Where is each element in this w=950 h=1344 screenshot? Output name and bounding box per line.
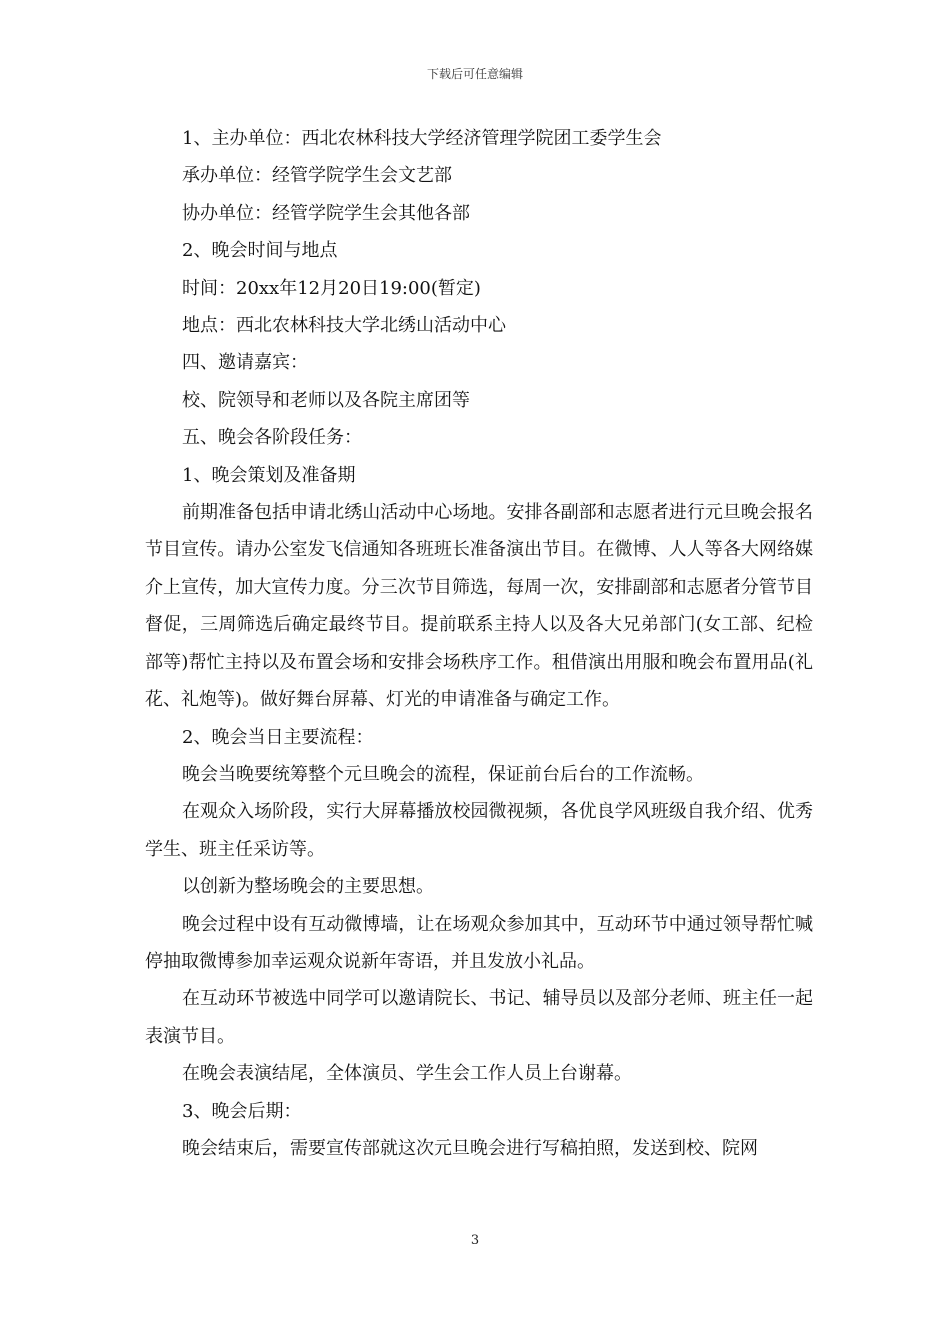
page-header: 下载后可任意编辑 <box>426 67 523 81</box>
tasks-heading: 五、晚会各阶段任务： <box>182 427 362 449</box>
day-paragraph: 在观众入场阶段，实行大屏幕播放校园微视频，各优良学风班级自我介绍、优秀学生、班主任采访等。 <box>145 801 813 860</box>
document-body <box>145 120 813 1167</box>
day-paragraph: 在互动环节被选中同学可以邀请院长、书记、辅导员以及部分老师、班主任一起表演节目。 <box>145 988 813 1047</box>
prep-paragraph: 前期准备包括申请北绣山活动中心场地。安排各副部和志愿者进行元旦晚会报名节目宣传。请办公室发飞信通知各班班长准备演出节目。在微博、人人等各大网络媒介上宣传，加大宣传力度。分三次节目筛选，每周一次，安排副部和志愿者分管节目督促，三周筛选后确定最终节目。提前联系主持人以及各大兄弟部门(女工部、纪检部等)帮忙主持以及布置会场和安排会场秩序工作。租借演出用服和晚会布置用品(礼花、礼炮等)。做好舞台屏幕、灯光的申请准备与确定工作。 <box>145 502 813 711</box>
place-line: 地点：西北农林科技大学北绣山活动中心 <box>182 315 506 337</box>
day-paragraph: 以创新为整场晚会的主要思想。 <box>182 876 434 898</box>
guests-heading: 四、邀请嘉宾： <box>182 352 308 374</box>
day-paragraph: 在晚会表演结尾，全体演员、学生会工作人员上台谢幕。 <box>182 1063 632 1085</box>
co-organizer-line: 协办单位：经管学院学生会其他各部 <box>182 202 470 224</box>
time-place-heading: 2、晚会时间与地点 <box>182 240 338 262</box>
page-number: 3 <box>470 1233 480 1248</box>
day-paragraph: 晚会当晚要统筹整个元旦晚会的流程，保证前台后台的工作流畅。 <box>182 763 704 785</box>
day-paragraph: 晚会过程中设有互动微博墙，让在场观众参加其中，互动环节中通过领导帮忙喊停抽取微博参加幸运观众说新年寄语，并且发放小礼品。 <box>145 913 813 972</box>
time-line: 时间：20xx年12月20日19:00(暂定) <box>182 277 481 299</box>
day-heading: 2、晚会当日主要流程： <box>182 726 374 748</box>
prep-heading: 1、晚会策划及准备期 <box>182 464 356 486</box>
post-heading: 3、晚会后期： <box>182 1100 302 1122</box>
post-paragraph: 晚会结束后，需要宣传部就这次元旦晚会进行写稿拍照，发送到校、院网 <box>182 1137 758 1159</box>
undertaker-line: 承办单位：经管学院学生会文艺部 <box>182 165 452 187</box>
organizer-line: 1、主办单位：西北农林科技大学经济管理学院团工委学生会 <box>182 128 662 149</box>
guests-line: 校、院领导和老师以及各院主席团等 <box>182 389 470 411</box>
